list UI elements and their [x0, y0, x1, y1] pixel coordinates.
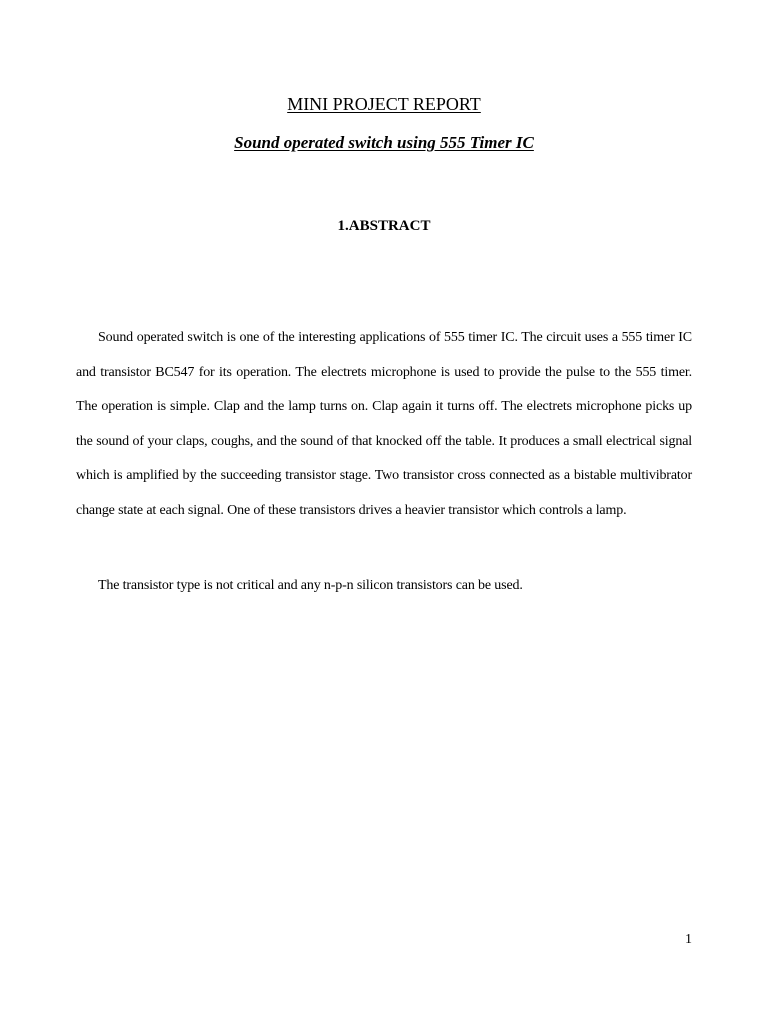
transistor-note-paragraph: The transistor type is not critical and any n-p-n silicon transistors can be used. — [98, 578, 523, 593]
page-number: 1 — [685, 932, 692, 947]
abstract-paragraph: Sound operated switch is one of the interesting applications of 555 timer IC. The circuit uses a 555 timer IC and transistor BC547 for its operation. The electrets microphone is used to provide the pulse to the 555 timer. The operation is simple. Clap and the lamp turns on. Clap again it turns off. The electrets microphone picks up the sound of your claps, coughs, and the sound of that knocked off the table. It produces a small electrical signal which is amplified by the succeeding transistor stage. Two transistor cross connected as a bistable multivibrator change state at each signal. One of these transistors drives a heavier transistor which controls a lamp. — [76, 330, 692, 518]
report-title: MINI PROJECT REPORT — [287, 94, 481, 114]
report-subtitle: Sound operated switch using 555 Timer IC — [234, 133, 534, 152]
section-heading-abstract: 1.ABSTRACT — [337, 218, 431, 234]
